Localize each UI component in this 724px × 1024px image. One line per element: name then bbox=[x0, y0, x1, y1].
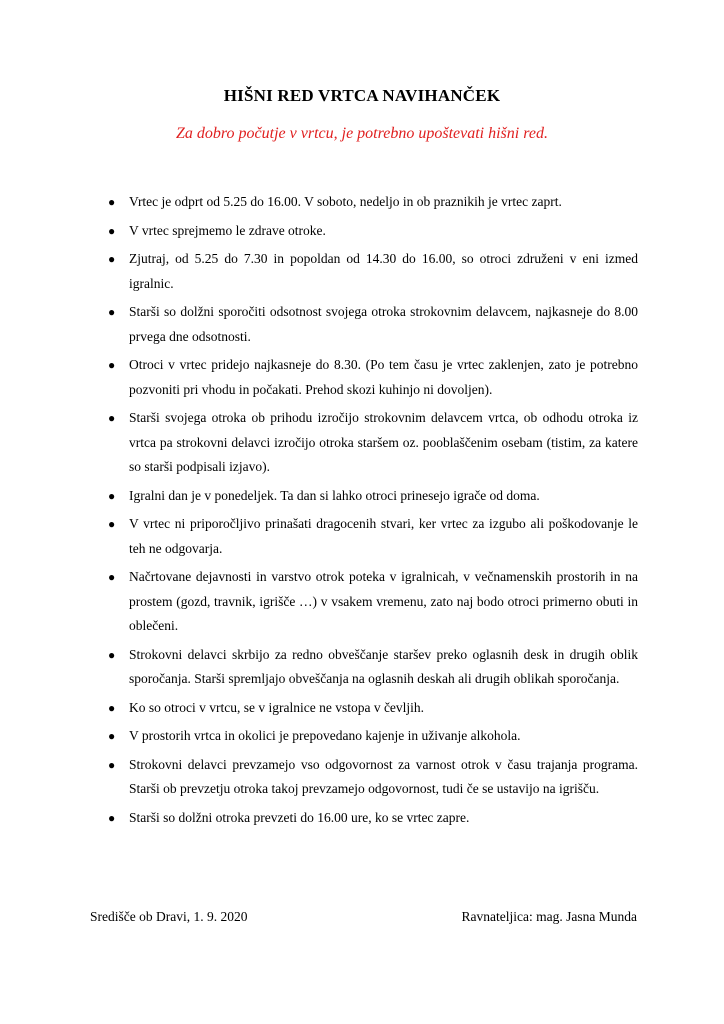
bullet-dot-icon: ● bbox=[108, 252, 116, 266]
bullet-dot-icon: ● bbox=[108, 729, 116, 743]
page-title: HIŠNI RED VRTCA NAVIHANČEK bbox=[223, 86, 501, 105]
bullet-dot-icon: ● bbox=[108, 517, 116, 531]
rule-item bbox=[108, 219, 638, 244]
rule-text: Vrtec je odprt od 5.25 do 16.00. V soboto, nedeljo in ob praznikih je vrtec zaprt. bbox=[129, 194, 562, 209]
bullet-dot-icon: ● bbox=[108, 647, 116, 662]
rule-item bbox=[108, 643, 638, 692]
rule-item bbox=[108, 512, 638, 561]
rule-item bbox=[108, 247, 638, 296]
rule-item bbox=[108, 565, 638, 639]
rule-text: V vrtec sprejmemo le zdrave otroke. bbox=[129, 222, 326, 238]
rule-item bbox=[108, 806, 638, 831]
house-rules-list bbox=[108, 190, 638, 834]
footer-signature: Ravnateljica: mag. Jasna Munda bbox=[461, 909, 637, 924]
bullet-dot-icon: ● bbox=[108, 195, 116, 209]
bullet-dot-icon: ● bbox=[108, 411, 116, 425]
rule-item bbox=[108, 724, 638, 749]
rule-item bbox=[108, 353, 638, 402]
bullet-dot-icon: ● bbox=[108, 810, 116, 825]
rule-text: Starši so dolžni sporočiti odsotnost svojega otroka strokovnim delavcem, najkasneje do 8.00 prvega dne odsotnosti. bbox=[129, 304, 638, 344]
footer-place-date: Središče ob Dravi, 1. 9. 2020 bbox=[90, 909, 248, 924]
rule-item bbox=[108, 753, 638, 802]
rule-text: Zjutraj, od 5.25 do 7.30 in popoldan od 14.30 do 16.00, so otroci združeni v eni izmed igralnic. bbox=[129, 251, 638, 291]
rule-item bbox=[108, 696, 638, 721]
bullet-dot-icon: ● bbox=[108, 305, 116, 319]
rule-text: Strokovni delavci prevzamejo vso odgovornost za varnost otrok v času trajanja programa. Starši ob prevzetju otroka takoj prevzamejo odgovornost, tudi če se ustavijo na igrišču. bbox=[129, 756, 638, 796]
rule-item bbox=[108, 406, 638, 480]
rule-text: Strokovni delavci skrbijo za redno obveščanje staršev preko oglasnih desk in drugih oblik sporočanja. Starši spremljajo obveščanja na oglasnih deskah ali drugih oblikah sporočanja. bbox=[129, 646, 638, 686]
bullet-dot-icon: ● bbox=[108, 570, 116, 584]
rule-item bbox=[108, 300, 638, 349]
bullet-dot-icon: ● bbox=[108, 488, 116, 503]
rule-text: V prostorih vrtca in okolici je prepovedano kajenje in uživanje alkohola. bbox=[129, 728, 521, 743]
rule-text: Starši svojega otroka ob prihodu izročijo strokovnim delavcem vrtca, ob odhodu otroka iz vrtca pa strokovni delavci izročijo otroka staršem oz. pooblaščenim osebam (tistim, za katere so starši podpisali izjavo). bbox=[129, 410, 638, 474]
rule-item bbox=[108, 190, 638, 215]
rule-text: Ko so otroci v vrtcu, se v igralnice ne vstopa v čevljih. bbox=[129, 699, 425, 715]
rule-text: Igralni dan je v ponedeljek. Ta dan si lahko otroci prinesejo igrače od doma. bbox=[129, 487, 540, 503]
rule-text: V vrtec ni priporočljivo prinašati dragocenih stvari, ker vrtec za izgubo ali poškodovanje le teh ne odgovarja. bbox=[129, 516, 638, 556]
bullet-dot-icon: ● bbox=[108, 223, 116, 238]
bullet-dot-icon: ● bbox=[108, 358, 116, 372]
bullet-dot-icon: ● bbox=[108, 757, 116, 772]
bullet-dot-icon: ● bbox=[108, 700, 116, 715]
rule-item bbox=[108, 484, 638, 509]
rule-text: Otroci v vrtec pridejo najkasneje do 8.30. (Po tem času je vrtec zaklenjen, zato je potrebno pozvoniti pri vhodu in počakati. Prehod skozi kuhinjo ni dovoljen). bbox=[129, 357, 638, 397]
rule-text: Starši so dolžni otroka prevzeti do 16.00 ure, ko se vrtec zapre. bbox=[129, 809, 470, 825]
rule-text: Načrtovane dejavnosti in varstvo otrok poteka v igralnicah, v večnamenskih prostorih in na prostem (gozd, travnik, igrišče …) v vsakem vremenu, zato naj bodo otroci primerno obuti in oblečeni. bbox=[129, 569, 638, 633]
page-subtitle: Za dobro počutje v vrtcu, je potrebno upoštevati hišni red. bbox=[176, 125, 548, 142]
